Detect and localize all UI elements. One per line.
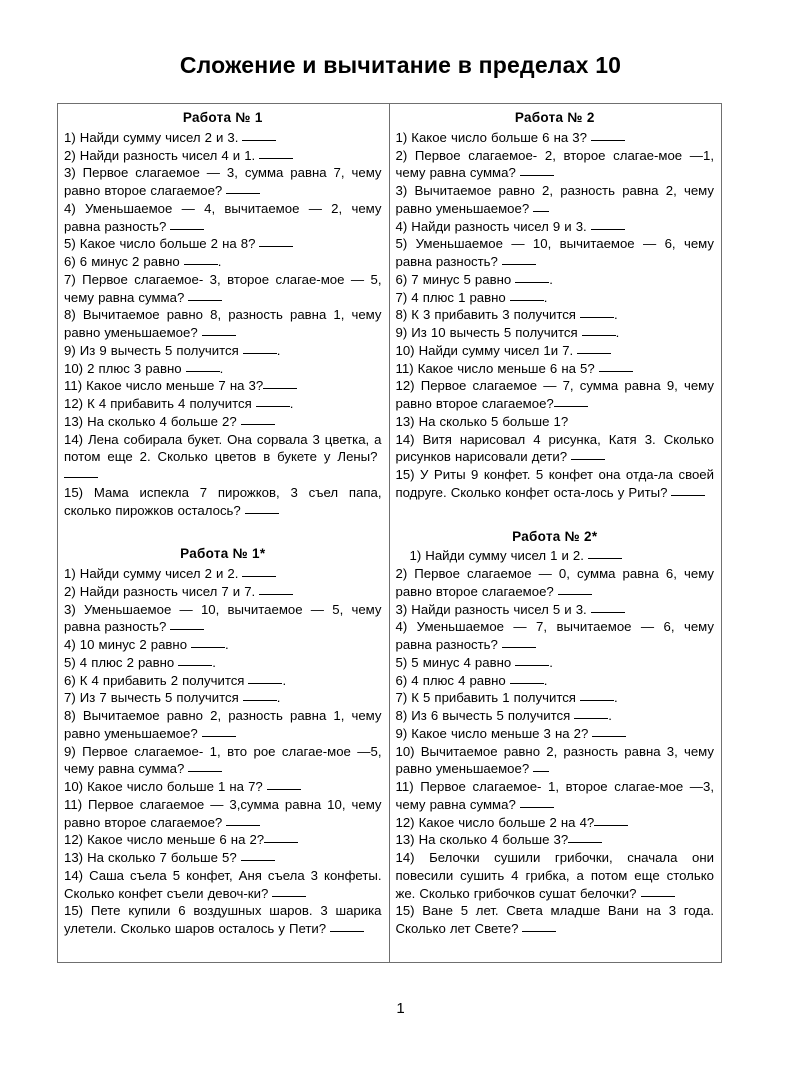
- answer-blank[interactable]: [243, 700, 277, 701]
- task-text: 11) Первое слагаемое — 3,сумма равна 10, чему равно второе слагаемое?: [64, 796, 382, 830]
- answer-blank[interactable]: [591, 140, 625, 141]
- answer-blank[interactable]: [242, 576, 276, 577]
- task-item: 9) Из 9 вычесть 5 получится .: [64, 342, 281, 358]
- task-text: 14) Витя нарисовал 4 рисунка, Катя 3. Сколько рисунков нарисовали дети?: [395, 431, 714, 465]
- task-item: [396, 360, 715, 378]
- task-text: 11) Первое слагаемое- 1, второе слагае-мое —3, чему равна сумма?: [395, 779, 714, 812]
- answer-blank[interactable]: [522, 931, 556, 932]
- task-text: 8) Вычитаемое равно 8, разность равна 1, чему равно уменьшаемое?: [64, 307, 382, 341]
- task-text: 10) Какое число больше 1 на 7?: [64, 779, 263, 795]
- task-item: [64, 271, 382, 307]
- task-text: 14) Белочки сушили грибочки, сначала они повесили сушить 4 грибка, а потом еще столько же. Сколько грибочков сушат белочки?: [395, 850, 714, 901]
- answer-blank[interactable]: [580, 317, 614, 318]
- answer-blank[interactable]: [259, 158, 293, 159]
- task-text: 3) Найди разность чисел 5 и 3.: [395, 601, 587, 617]
- right-column: [390, 104, 722, 962]
- task-text: 13) На сколько 5 больше 1?: [395, 413, 569, 429]
- task-text: 15) Ване 5 лет. Света младше Вани на 3 года. Сколько лет Свете?: [395, 903, 714, 937]
- answer-blank[interactable]: [202, 335, 236, 336]
- answer-blank[interactable]: [226, 193, 260, 194]
- answer-blank[interactable]: [502, 264, 536, 265]
- block-spacer: [64, 519, 382, 545]
- task-item: 6) 7 минус 5 равно .: [395, 271, 553, 287]
- answer-blank[interactable]: [510, 683, 544, 684]
- task-item: [396, 565, 715, 601]
- task-text: 12) Какое число больше 2 на 4?: [395, 814, 595, 830]
- answer-blank[interactable]: [571, 459, 605, 460]
- answer-blank[interactable]: [594, 825, 628, 826]
- answer-blank[interactable]: [577, 353, 611, 354]
- task-item: [396, 743, 715, 779]
- answer-blank[interactable]: [641, 896, 675, 897]
- task-text: 12) Первое слагаемое — 7, сумма равна 9, чему равно второе слагаемое?: [395, 378, 714, 412]
- answer-blank[interactable]: [267, 789, 301, 790]
- task-item: [64, 431, 382, 484]
- answer-blank[interactable]: [259, 594, 293, 595]
- answer-blank[interactable]: [510, 300, 544, 301]
- task-text: 14) Лена собирала букет. Она сорвала 3 цветка, а потом еще 2. Сколько цветов в букете у Лены?: [64, 431, 382, 465]
- answer-blank[interactable]: [599, 371, 633, 372]
- answer-blank[interactable]: [178, 665, 212, 666]
- answer-blank[interactable]: [272, 896, 306, 897]
- task-item: [64, 413, 382, 431]
- answer-blank[interactable]: [330, 931, 364, 932]
- task-text: 2) Первое слагаемое- 2, второе слагае-мое —1, чему равна сумма?: [395, 147, 714, 181]
- task-item: 5) 4 плюс 2 равно .: [64, 654, 216, 670]
- task-text: 1) Найди сумму чисел 2 и 3.: [64, 129, 239, 145]
- task-item: [64, 778, 382, 796]
- answer-blank[interactable]: [170, 229, 204, 230]
- task-item: [396, 618, 715, 654]
- block-heading-rabota-2: Работа № 2: [514, 110, 595, 125]
- task-item: [64, 796, 382, 832]
- task-list-rabota-2-star: [396, 547, 715, 938]
- task-text: 7) Из 7 вычесть 5 получится: [64, 690, 239, 706]
- task-text: 1) Какое число больше 6 на 3?: [395, 129, 587, 145]
- task-text: 12) Какое число меньше 6 на 2?: [64, 832, 265, 848]
- task-text: 10) Найди сумму чисел 1и 7.: [395, 342, 574, 358]
- task-item: [396, 431, 715, 467]
- answer-blank[interactable]: [558, 594, 592, 595]
- task-item: [396, 413, 715, 431]
- task-text: 5) Какое число больше 2 на 8?: [64, 236, 256, 252]
- task-text: 8) К 3 прибавить 3 получится: [395, 307, 576, 323]
- task-item: [396, 547, 715, 565]
- task-text: 4) 10 минус 2 равно: [64, 637, 188, 653]
- task-item: 5) 5 минус 4 равно .: [395, 654, 553, 670]
- task-item: [396, 902, 715, 938]
- answer-blank[interactable]: [202, 736, 236, 737]
- task-text: 2) Первое слагаемое — 0, сумма равна 6, чему равно второе слагаемое?: [395, 566, 714, 599]
- task-text: 8) Из 6 вычесть 5 получится: [395, 708, 571, 724]
- answer-blank[interactable]: [520, 175, 554, 176]
- task-item: 10) 2 плюс 3 равно .: [64, 360, 224, 376]
- task-text: 13) На сколько 7 больше 5?: [64, 850, 237, 866]
- answer-blank[interactable]: [256, 406, 290, 407]
- task-item: 6) 6 минус 2 равно .: [64, 254, 222, 270]
- answer-blank[interactable]: [582, 335, 616, 336]
- task-item: [64, 743, 382, 779]
- task-item: [64, 831, 382, 849]
- answer-blank[interactable]: [533, 771, 549, 772]
- task-item: 4) 10 минус 2 равно .: [64, 637, 229, 653]
- task-list-rabota-2: [396, 129, 715, 502]
- task-item: [64, 902, 382, 938]
- task-item: [396, 377, 715, 413]
- answer-blank[interactable]: [242, 140, 276, 141]
- task-text: 10) Вычитаемое равно 2, разность равна 3, чему равно уменьшаемое?: [395, 743, 714, 777]
- task-text: 15) Пете купили 6 воздушных шаров. 3 шарика улетели. Сколько шаров осталось у Пети?: [64, 903, 382, 937]
- task-item: [396, 182, 715, 218]
- task-text: 6) 4 плюс 4 равно: [395, 672, 506, 688]
- task-text: 3) Уменьшаемое — 10, вычитаемое — 5, чему равна разность?: [64, 601, 382, 635]
- task-item: [64, 707, 382, 743]
- task-text: 15) Мама испекла 7 пирожков, 3 съел папа, сколько пирожков осталось?: [64, 484, 382, 518]
- answer-blank[interactable]: [191, 647, 225, 648]
- answer-blank[interactable]: [592, 736, 626, 737]
- task-text: 5) 5 минус 4 равно: [395, 654, 512, 670]
- block-heading-rabota-1: Работа № 1: [182, 110, 263, 125]
- task-item: [396, 601, 715, 619]
- answer-blank[interactable]: [568, 842, 602, 843]
- task-text: 5) 4 плюс 2 равно: [64, 654, 175, 670]
- task-item: [64, 164, 382, 200]
- task-text: 6) 7 минус 5 равно: [395, 271, 512, 287]
- task-item: [396, 218, 715, 236]
- task-item: [64, 147, 382, 165]
- answer-blank[interactable]: [588, 558, 622, 559]
- task-text: 9) Из 9 вычесть 5 получится: [64, 342, 239, 358]
- task-text: 7) 4 плюс 1 равно: [395, 289, 506, 305]
- task-item: [64, 235, 382, 253]
- task-item: [64, 849, 382, 867]
- answer-blank[interactable]: [241, 424, 275, 425]
- answer-blank[interactable]: [520, 807, 554, 808]
- task-item: [64, 583, 382, 601]
- block-spacer: [396, 502, 715, 528]
- task-text: 9) Первое слагаемое- 1, вто рое слагае-мое —5, чему равна сумма?: [64, 743, 382, 777]
- task-text: 11) Какое число меньше 7 на 3?: [64, 378, 264, 394]
- task-text: 4) Уменьшаемое — 4, вычитаемое — 2, чему равна разность?: [64, 200, 382, 234]
- answer-blank[interactable]: [64, 477, 98, 478]
- task-block-rabota-1-star: [64, 545, 382, 938]
- task-item: [64, 306, 382, 342]
- task-block-rabota-2: [396, 109, 715, 502]
- answer-blank[interactable]: [259, 246, 293, 247]
- answer-blank[interactable]: [243, 353, 277, 354]
- task-text: 7) К 5 прибавить 1 получится: [395, 690, 576, 706]
- answer-blank[interactable]: [515, 282, 549, 283]
- task-item: [64, 565, 382, 583]
- answer-blank[interactable]: [580, 700, 614, 701]
- task-item: [396, 849, 715, 902]
- block-heading-rabota-2-star: Работа № 2*: [512, 528, 598, 544]
- task-text: 7) Первое слагаемое- 3, второе слагае-мое — 5, чему равна сумма?: [64, 271, 382, 305]
- task-item: [396, 814, 715, 832]
- task-text: 4) Уменьшаемое — 7, вычитаемое — 6, чему равна разность?: [395, 619, 714, 653]
- task-item: [396, 129, 715, 147]
- task-text: 4) Найди разность чисел 9 и 3.: [395, 218, 587, 234]
- answer-blank[interactable]: [515, 665, 549, 666]
- task-item: 6) К 4 прибавить 2 получится .: [64, 672, 287, 688]
- answer-blank[interactable]: [226, 825, 260, 826]
- task-item: 7) 4 плюс 1 равно .: [395, 289, 548, 305]
- task-item: [64, 484, 382, 520]
- task-block-rabota-2-star: [396, 528, 715, 938]
- task-text: 2) Найди разность чисел 7 и 7.: [64, 583, 256, 599]
- task-item: [396, 831, 715, 849]
- answer-blank[interactable]: [264, 842, 298, 843]
- task-text: 6) К 4 прибавить 2 получится: [64, 672, 245, 688]
- task-item: 8) К 3 прибавить 3 получится .: [395, 307, 618, 323]
- task-item: 12) К 4 прибавить 4 получится .: [64, 396, 294, 412]
- answer-blank[interactable]: [574, 718, 608, 719]
- block-heading-rabota-1-star: Работа № 1*: [180, 546, 266, 562]
- task-text: 5) Уменьшаемое — 10, вычитаемое — 6, чему равна разность?: [395, 236, 714, 270]
- task-text: 13) На сколько 4 больше 3?: [395, 832, 569, 848]
- task-list-rabota-1-star: [64, 565, 382, 938]
- task-item: [64, 377, 382, 395]
- task-item: [396, 466, 715, 502]
- task-block-rabota-1: [64, 109, 382, 519]
- page-number: 1: [396, 1000, 405, 1017]
- task-text: 3) Вычитаемое равно 2, разность равна 2, чему равно уменьшаемое?: [395, 183, 714, 216]
- answer-blank[interactable]: [263, 388, 297, 389]
- answer-blank[interactable]: [184, 264, 218, 265]
- answer-blank[interactable]: [502, 647, 536, 648]
- task-text: 3) Первое слагаемое — 3, сумма равна 7, чему равно второе слагаемое?: [64, 165, 382, 199]
- task-text: 1) Найди сумму чисел 1 и 2.: [409, 548, 584, 564]
- task-item: [64, 129, 382, 147]
- task-text: 11) Какое число меньше 6 на 5?: [395, 360, 595, 376]
- answer-blank[interactable]: [245, 513, 279, 514]
- task-text: 9) Какое число меньше 3 на 2?: [395, 725, 589, 741]
- task-item: 8) Из 6 вычесть 5 получится .: [395, 708, 612, 724]
- task-item: [396, 235, 715, 271]
- answer-blank[interactable]: [241, 860, 275, 861]
- task-item: 6) 4 плюс 4 равно .: [395, 672, 548, 688]
- worksheet-table: [57, 103, 722, 963]
- answer-blank[interactable]: [186, 371, 220, 372]
- answer-blank[interactable]: [533, 211, 549, 212]
- task-item: [396, 725, 715, 743]
- answer-blank[interactable]: [554, 406, 588, 407]
- task-item: [396, 342, 715, 360]
- task-item: [64, 200, 382, 236]
- task-text: 10) 2 плюс 3 равно: [64, 360, 182, 376]
- page-title: Сложение и вычитание в пределах 10: [179, 52, 622, 78]
- task-item: [64, 867, 382, 903]
- task-text: 13) На сколько 4 больше 2?: [64, 413, 237, 429]
- answer-blank[interactable]: [170, 629, 204, 630]
- task-item: [64, 601, 382, 637]
- answer-blank[interactable]: [591, 612, 625, 613]
- task-text: 8) Вычитаемое равно 2, разность равна 1, чему равно уменьшаемое?: [64, 708, 382, 741]
- answer-blank[interactable]: [591, 229, 625, 230]
- task-text: 6) 6 минус 2 равно: [64, 254, 180, 270]
- task-text: 12) К 4 прибавить 4 получится: [64, 396, 252, 412]
- answer-blank[interactable]: [248, 683, 282, 684]
- answer-blank[interactable]: [671, 495, 705, 496]
- task-text: 14) Саша съела 5 конфет, Аня съела 3 конфеты. Сколько конфет съели девоч-ки?: [64, 867, 382, 901]
- task-item: [396, 778, 715, 814]
- task-text: 1) Найди сумму чисел 2 и 2.: [64, 566, 239, 582]
- task-text: 15) У Риты 9 конфет. 5 конфет она отда-ла своей подруге. Сколько конфет оста-лось у Риты?: [395, 467, 714, 500]
- left-column: [58, 104, 390, 962]
- task-item: 7) Из 7 вычесть 5 получится .: [64, 690, 281, 706]
- task-item: [396, 147, 715, 183]
- task-list-rabota-1: [64, 129, 382, 520]
- task-item: 9) Из 10 вычесть 5 получится .: [395, 325, 620, 341]
- task-text: 9) Из 10 вычесть 5 получится: [395, 325, 578, 341]
- answer-blank[interactable]: [188, 771, 222, 772]
- task-text: 2) Найди разность чисел 4 и 1.: [64, 147, 256, 163]
- task-item: 7) К 5 прибавить 1 получится .: [395, 690, 618, 706]
- answer-blank[interactable]: [188, 300, 222, 301]
